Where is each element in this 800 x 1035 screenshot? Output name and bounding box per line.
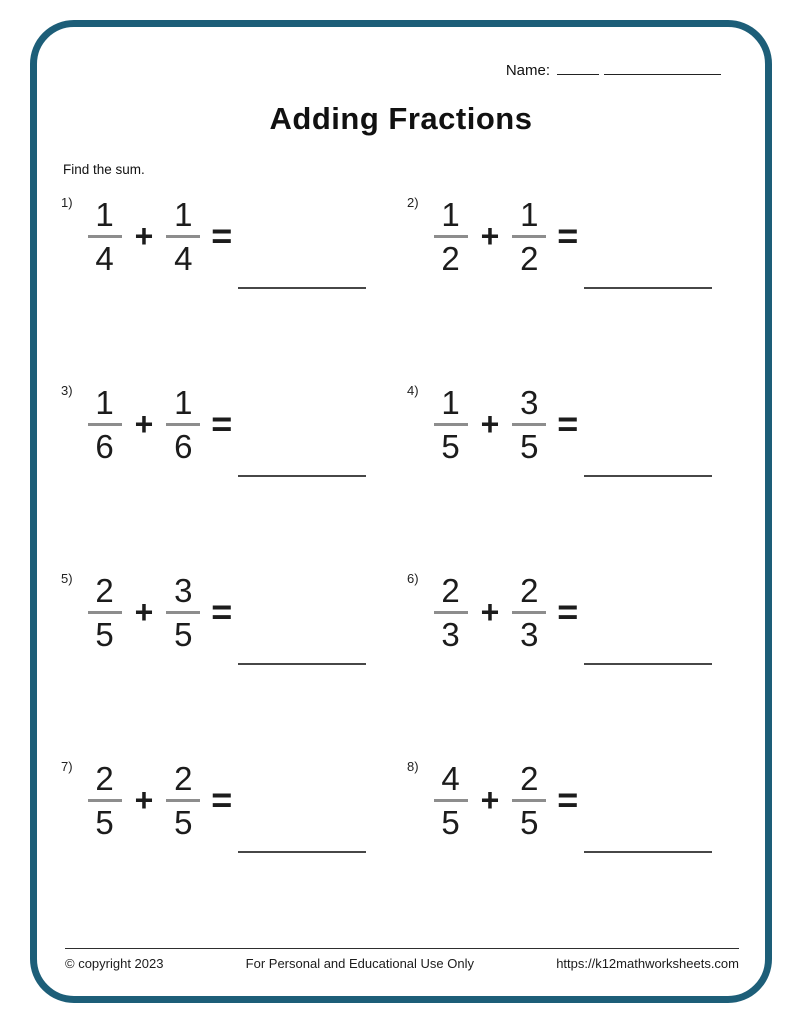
fraction-first	[434, 198, 468, 275]
fraction-first	[88, 574, 122, 651]
fraction-bar	[512, 799, 546, 802]
equals-sign: =	[211, 591, 233, 633]
denominator: 5	[520, 803, 539, 841]
fraction-bar	[512, 423, 546, 426]
answer-blank	[238, 287, 366, 289]
numerator: 3	[174, 572, 193, 609]
denominator: 4	[95, 239, 114, 277]
fraction-bar	[512, 235, 546, 238]
plus-operator: +	[134, 405, 154, 442]
fraction-bar	[88, 611, 122, 614]
problem-number: 3)	[61, 383, 73, 398]
expression	[88, 198, 367, 275]
fraction-bar	[166, 799, 200, 802]
footer	[65, 948, 739, 971]
fraction-bar	[166, 611, 200, 614]
fraction-second	[512, 386, 546, 463]
fraction-first	[434, 574, 468, 651]
problem-8	[401, 757, 747, 945]
denominator: 3	[520, 615, 539, 653]
numerator: 1	[520, 196, 539, 233]
expression	[434, 198, 713, 275]
problem-number: 1)	[61, 195, 73, 210]
numerator: 2	[95, 760, 114, 797]
problems-grid	[55, 193, 747, 945]
fraction-second	[512, 198, 546, 275]
numerator: 1	[441, 196, 460, 233]
fraction-bar	[434, 235, 468, 238]
denominator: 2	[441, 239, 460, 277]
equals-sign: =	[557, 403, 579, 445]
numerator: 1	[174, 384, 193, 421]
denominator: 5	[95, 615, 114, 653]
instruction-text: Find the sum.	[63, 162, 145, 177]
name-blank-line	[604, 61, 721, 75]
problem-2	[401, 193, 747, 381]
worksheet-content	[37, 27, 765, 996]
problem-4	[401, 381, 747, 569]
fraction-bar	[88, 799, 122, 802]
name-row	[55, 61, 747, 79]
fraction-bar	[166, 423, 200, 426]
fraction-bar	[434, 611, 468, 614]
fraction-bar	[88, 423, 122, 426]
equals-sign: =	[557, 215, 579, 257]
problem-number: 4)	[407, 383, 419, 398]
numerator: 1	[441, 384, 460, 421]
expression	[88, 386, 367, 463]
fraction-first	[88, 198, 122, 275]
numerator: 3	[520, 384, 539, 421]
expression	[88, 574, 367, 651]
numerator: 2	[441, 572, 460, 609]
fraction-bar	[434, 799, 468, 802]
equals-sign: =	[557, 591, 579, 633]
denominator: 5	[441, 803, 460, 841]
problem-6	[401, 569, 747, 757]
denominator: 5	[441, 427, 460, 465]
fraction-bar	[434, 423, 468, 426]
fraction-bar	[512, 611, 546, 614]
problem-1	[55, 193, 401, 381]
denominator: 5	[174, 803, 193, 841]
fraction-second	[166, 386, 200, 463]
page-title: Adding Fractions	[269, 101, 533, 136]
problem-number: 5)	[61, 571, 73, 586]
denominator: 3	[441, 615, 460, 653]
problem-number: 6)	[407, 571, 419, 586]
name-label: Name:	[505, 62, 550, 79]
denominator: 5	[174, 615, 193, 653]
usage-text: For Personal and Educational Use Only	[245, 956, 475, 971]
expression	[88, 762, 367, 839]
fraction-first	[88, 762, 122, 839]
plus-operator: +	[480, 217, 500, 254]
answer-blank	[584, 287, 712, 289]
plus-operator: +	[480, 405, 500, 442]
numerator: 1	[174, 196, 193, 233]
fraction-bar	[166, 235, 200, 238]
denominator: 6	[174, 427, 193, 465]
expression	[434, 762, 713, 839]
website-url: https://k12mathworksheets.com	[556, 956, 739, 971]
numerator: 2	[174, 760, 193, 797]
fraction-second	[166, 574, 200, 651]
expression	[434, 386, 713, 463]
denominator: 2	[520, 239, 539, 277]
worksheet-page	[30, 20, 772, 1003]
numerator: 2	[520, 572, 539, 609]
answer-blank	[584, 475, 712, 477]
numerator: 1	[95, 196, 114, 233]
fraction-first	[434, 386, 468, 463]
equals-sign: =	[211, 779, 233, 821]
problem-number: 2)	[407, 195, 419, 210]
problem-number: 8)	[407, 759, 419, 774]
fraction-second	[166, 198, 200, 275]
denominator: 4	[174, 239, 193, 277]
answer-blank	[584, 851, 712, 853]
expression	[434, 574, 713, 651]
fraction-first	[434, 762, 468, 839]
fraction-second	[166, 762, 200, 839]
answer-blank	[238, 663, 366, 665]
numerator: 2	[520, 760, 539, 797]
numerator: 1	[95, 384, 114, 421]
plus-operator: +	[480, 781, 500, 818]
plus-operator: +	[134, 593, 154, 630]
plus-operator: +	[480, 593, 500, 630]
fraction-second	[512, 574, 546, 651]
answer-blank	[584, 663, 712, 665]
equals-sign: =	[211, 403, 233, 445]
denominator: 6	[95, 427, 114, 465]
fraction-second	[512, 762, 546, 839]
numerator: 2	[95, 572, 114, 609]
problem-5	[55, 569, 401, 757]
denominator: 5	[95, 803, 114, 841]
denominator: 5	[520, 427, 539, 465]
equals-sign: =	[557, 779, 579, 821]
problem-number: 7)	[61, 759, 73, 774]
copyright-text: © copyright 2023	[65, 956, 164, 971]
problem-3	[55, 381, 401, 569]
equals-sign: =	[211, 215, 233, 257]
plus-operator: +	[134, 217, 154, 254]
answer-blank	[238, 475, 366, 477]
answer-blank	[238, 851, 366, 853]
name-blank-line	[557, 61, 599, 75]
plus-operator: +	[134, 781, 154, 818]
fraction-bar	[88, 235, 122, 238]
problem-7	[55, 757, 401, 945]
fraction-first	[88, 386, 122, 463]
numerator: 4	[441, 760, 460, 797]
